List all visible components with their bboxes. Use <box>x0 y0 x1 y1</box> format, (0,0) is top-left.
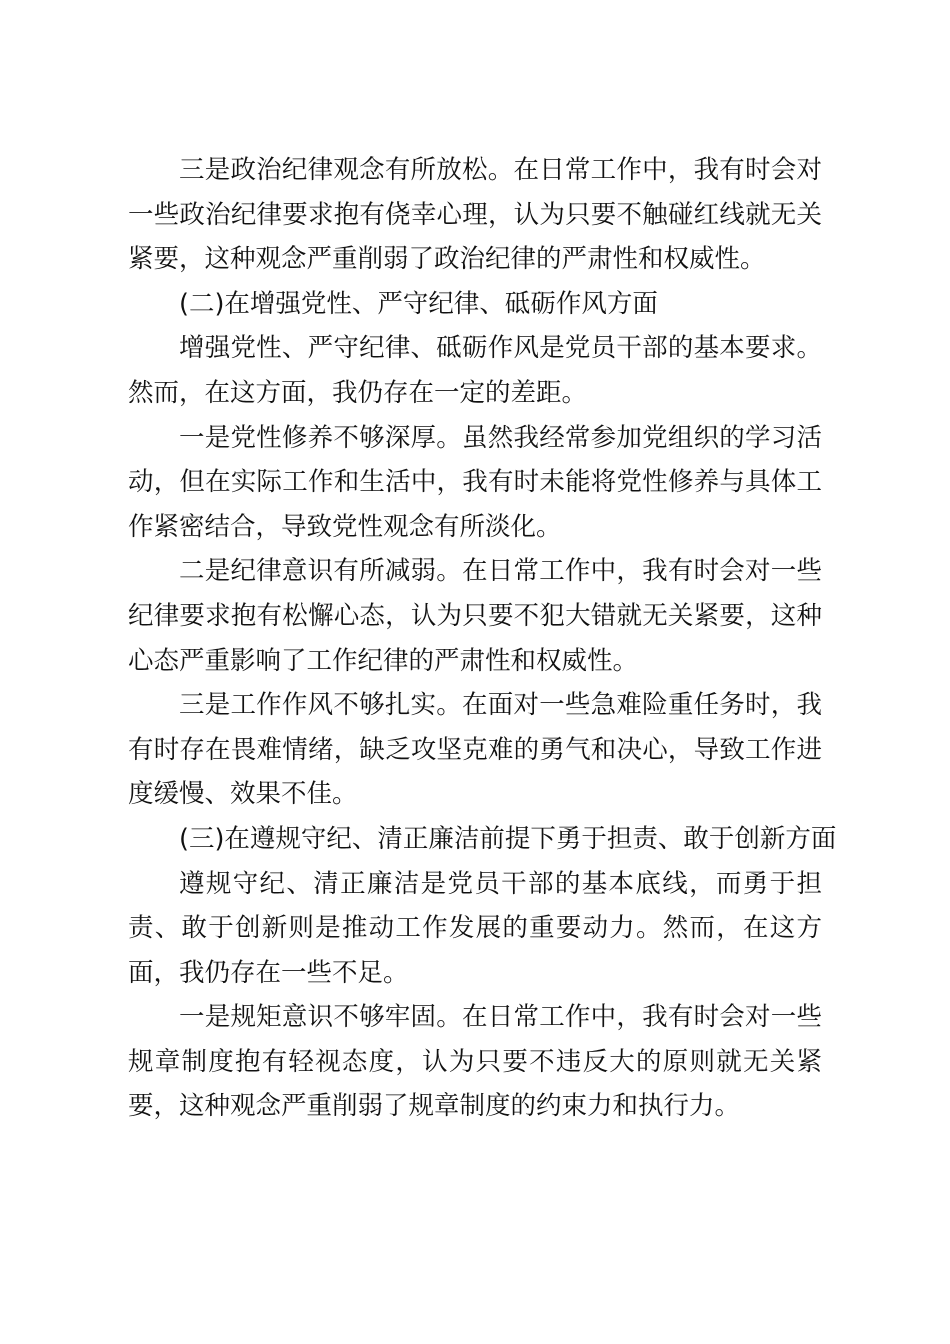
paragraph-political-discipline: 三是政治纪律观念有所放松。在日常工作中，我有时会对一些政治纪律要求抱有侥幸心理，认为只要不触碰红线就无关紧要，这种观念严重削弱了政治纪律的严肃性和权威性。 <box>128 155 822 275</box>
paragraph-work-style: 三是工作作风不够扎实。在面对一些急难险重任务时，我有时存在畏难情绪，缺乏攻坚克难的勇气和决心，导致工作进度缓慢、效果不佳。 <box>128 690 822 810</box>
paragraph-section-3-intro: 遵规守纪、清正廉洁是党员干部的基本底线，而勇于担责、敢于创新则是推动工作发展的重要动力。然而，在这方面，我仍存在一些不足。 <box>128 868 822 988</box>
section-heading-3: (三)在遵规守纪、清正廉洁前提下勇于担责、敢于创新方面 <box>179 823 837 854</box>
document-body <box>128 148 837 1129</box>
paragraph-party-spirit: 一是党性修养不够深厚。虽然我经常参加党组织的学习活动，但在实际工作和生活中，我有时未能将党性修养与具体工作紧密结合，导致党性观念有所淡化。 <box>128 422 822 542</box>
paragraph-rules-awareness: 一是规矩意识不够牢固。在日常工作中，我有时会对一些规章制度抱有轻视态度，认为只要不违反大的原则就无关紧要，这种观念严重削弱了规章制度的约束力和执行力。 <box>128 1002 822 1122</box>
paragraph-discipline-awareness: 二是纪律意识有所减弱。在日常工作中，我有时会对一些纪律要求抱有松懈心态，认为只要不犯大错就无关紧要，这种心态严重影响了工作纪律的严肃性和权威性。 <box>128 556 822 676</box>
paragraph-section-2-intro: 增强党性、严守纪律、砥砺作风是党员干部的基本要求。然而，在这方面，我仍存在一定的差距。 <box>128 333 822 408</box>
section-heading-2: (二)在增强党性、严守纪律、砥砺作风方面 <box>179 288 658 319</box>
